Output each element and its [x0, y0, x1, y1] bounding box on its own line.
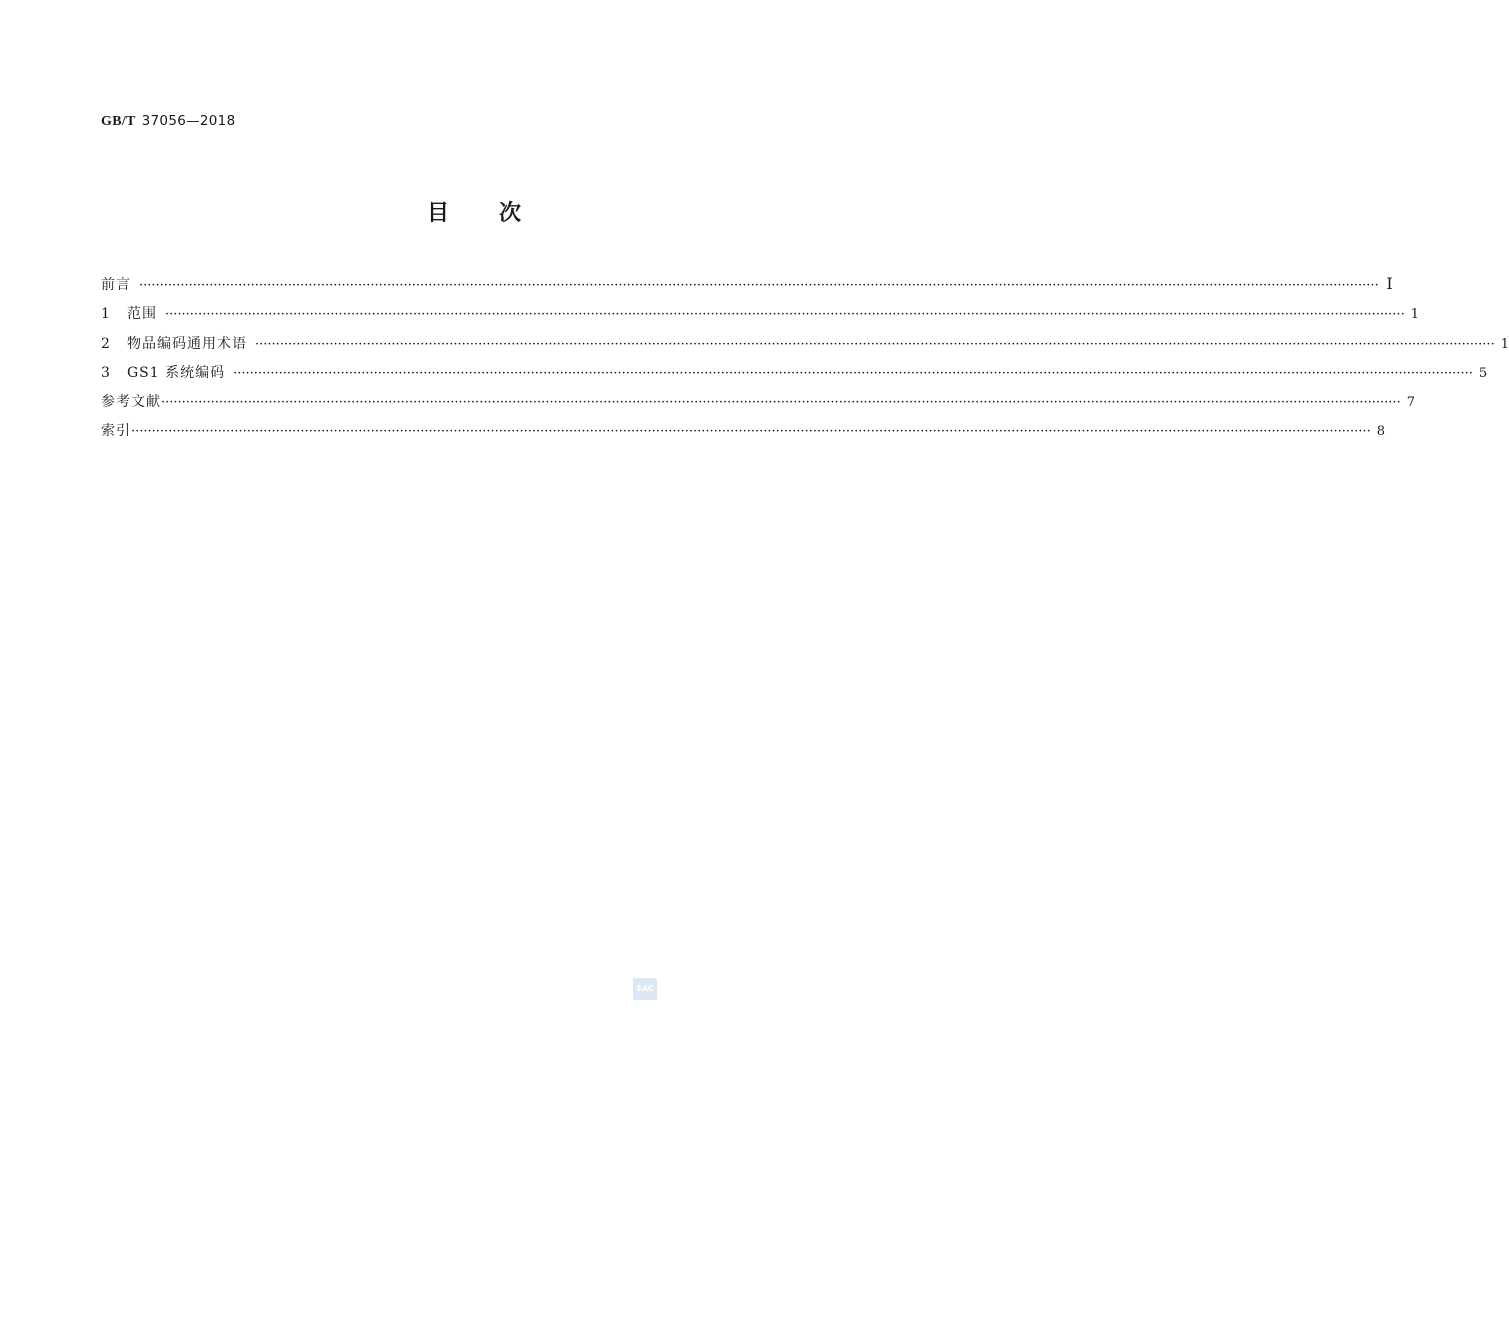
standard-number: 37056—2018	[141, 113, 236, 129]
standard-header	[101, 113, 235, 130]
standard-prefix: GB/T	[101, 114, 136, 129]
toc-entry-gs1[interactable]	[101, 362, 1488, 391]
toc-entry-page: 7	[1406, 395, 1415, 411]
toc-entry-terms[interactable]	[101, 333, 1509, 362]
toc-entry-page: 1	[1410, 307, 1419, 323]
toc-entry-number: 3	[101, 364, 110, 381]
toc-entry-number: 2	[101, 335, 110, 352]
table-of-contents	[101, 274, 1509, 450]
toc-dot-leader: ············································································································································································································································································································	[233, 365, 1473, 381]
toc-entry-label: 参考文献	[101, 394, 161, 411]
toc-entry-number: 1	[101, 306, 110, 323]
toc-dot-leader: ············································································································································································································································································································	[161, 395, 1401, 411]
toc-dot-leader: ············································································································································································································································································································	[255, 336, 1495, 352]
toc-entry-page: 1	[1500, 336, 1509, 352]
toc-entry-foreword[interactable]	[101, 274, 1393, 303]
toc-entry-index[interactable]	[101, 420, 1385, 449]
toc-entry-page: Ⅰ	[1386, 274, 1393, 293]
toc-entry-label: 物品编码通用术语	[127, 335, 247, 352]
toc-entry-page: 5	[1478, 365, 1488, 381]
toc-entry-page: 8	[1376, 424, 1385, 440]
toc-entry-label: 索引	[101, 423, 131, 440]
toc-entry-scope[interactable]	[101, 303, 1419, 332]
toc-entry-label: 范围	[127, 306, 157, 323]
toc-dot-leader: ············································································································································································································································································································	[131, 424, 1371, 440]
toc-dot-leader: ············································································································································································································································································································	[165, 307, 1405, 323]
toc-dot-leader: ············································································································································································································································································································	[139, 278, 1379, 293]
toc-entry-label: 前言	[101, 277, 131, 293]
toc-entry-label: GS1 系统编码	[127, 364, 226, 381]
toc-title: 目 次	[426, 201, 523, 226]
sac-watermark-logo: SAC	[633, 978, 657, 1000]
toc-entry-references[interactable]	[101, 391, 1415, 420]
